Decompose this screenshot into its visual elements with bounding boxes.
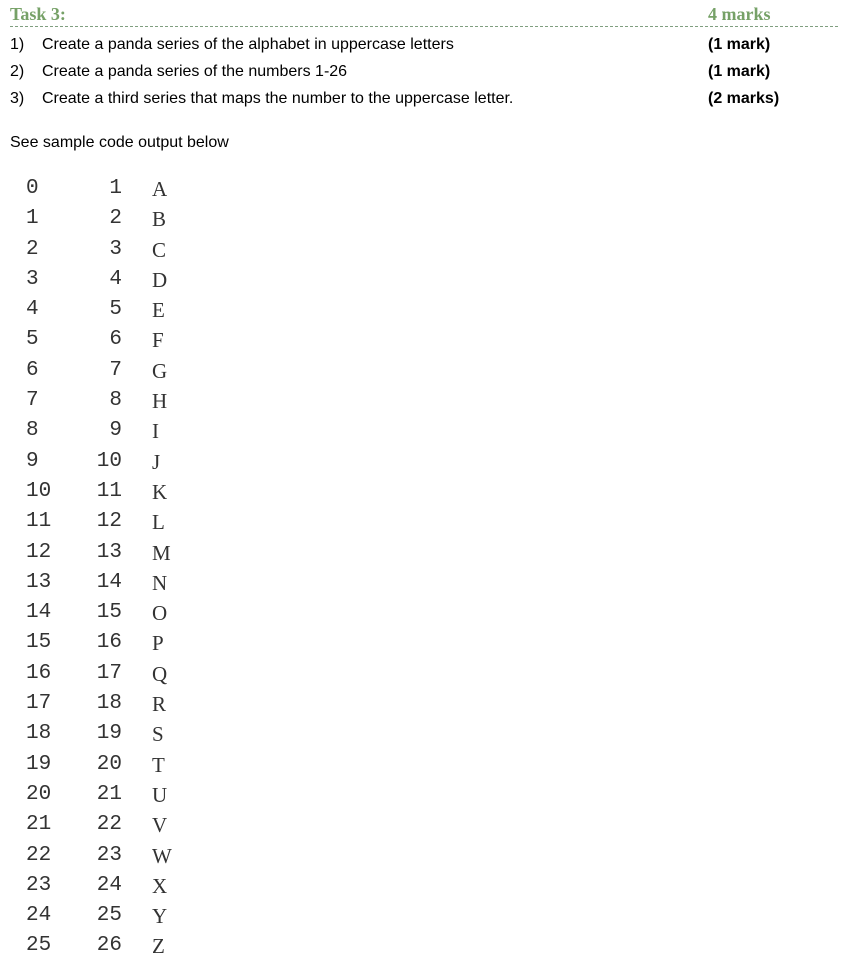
output-row bbox=[0, 356, 300, 386]
output-number: 2 bbox=[109, 207, 122, 231]
output-letter: I bbox=[152, 419, 159, 444]
output-row bbox=[0, 598, 300, 628]
output-number: 5 bbox=[109, 298, 122, 322]
output-number: 21 bbox=[96, 782, 122, 806]
output-letter: B bbox=[152, 207, 167, 232]
output-row bbox=[0, 628, 300, 658]
output-index: 9 bbox=[26, 449, 39, 473]
output-letter: M bbox=[152, 540, 171, 565]
output-number: 17 bbox=[96, 661, 122, 685]
output-row bbox=[0, 265, 300, 295]
output-number: 26 bbox=[96, 934, 122, 958]
output-index: 19 bbox=[26, 752, 52, 776]
output-index: 23 bbox=[26, 873, 52, 897]
output-number: 3 bbox=[109, 237, 122, 261]
output-number: 12 bbox=[96, 510, 122, 534]
requirement-marks: (1 mark) bbox=[708, 63, 771, 80]
output-row bbox=[0, 477, 300, 507]
output-letter: G bbox=[152, 358, 168, 383]
output-index: 18 bbox=[26, 722, 52, 746]
output-letter: T bbox=[152, 752, 165, 777]
output-row bbox=[0, 447, 300, 477]
output-index: 4 bbox=[26, 298, 39, 322]
output-number: 20 bbox=[96, 752, 122, 776]
output-number: 18 bbox=[96, 692, 122, 716]
output-index: 15 bbox=[26, 631, 52, 655]
output-row bbox=[0, 325, 300, 355]
output-number: 6 bbox=[109, 328, 122, 352]
output-number: 1 bbox=[109, 177, 122, 200]
output-number: 23 bbox=[96, 843, 122, 867]
output-row bbox=[0, 871, 300, 901]
output-letter: X bbox=[152, 873, 168, 898]
output-letter: H bbox=[152, 389, 168, 414]
output-number: 15 bbox=[96, 601, 122, 625]
output-row bbox=[0, 719, 300, 749]
output-number: 19 bbox=[96, 722, 122, 746]
output-letter: J bbox=[152, 449, 161, 474]
output-number: 10 bbox=[96, 449, 122, 473]
output-index: 1 bbox=[26, 207, 39, 231]
output-letter: C bbox=[152, 237, 167, 262]
output-row bbox=[0, 507, 300, 537]
output-index: 0 bbox=[26, 177, 39, 200]
output-number: 16 bbox=[96, 631, 122, 655]
requirement-text: Create a panda series of the alphabet in uppercase letters bbox=[42, 36, 454, 53]
requirement-text: Create a panda series of the numbers 1-26 bbox=[42, 63, 348, 80]
task-total-marks: 4 marks bbox=[708, 4, 771, 24]
output-letter: Z bbox=[152, 934, 165, 959]
output-index: 16 bbox=[26, 661, 52, 685]
output-row bbox=[0, 416, 300, 446]
output-row bbox=[0, 931, 300, 961]
output-index: 7 bbox=[26, 389, 39, 413]
task-title: Task 3: bbox=[10, 4, 66, 24]
output-index: 2 bbox=[26, 237, 39, 261]
output-letter: F bbox=[152, 328, 164, 353]
output-letter: A bbox=[152, 177, 168, 201]
output-letter: Q bbox=[152, 661, 168, 686]
output-row bbox=[0, 174, 300, 204]
requirement-number: 3) bbox=[10, 90, 25, 107]
output-index: 5 bbox=[26, 328, 39, 352]
output-letter: N bbox=[152, 570, 168, 595]
output-row bbox=[0, 689, 300, 719]
output-index: 13 bbox=[26, 570, 52, 594]
output-row bbox=[0, 568, 300, 598]
output-index: 11 bbox=[26, 510, 52, 534]
output-index: 25 bbox=[26, 934, 52, 958]
output-letter: P bbox=[152, 631, 164, 656]
output-letter: V bbox=[152, 813, 168, 838]
requirement-number: 1) bbox=[10, 36, 25, 53]
output-letter: D bbox=[152, 267, 168, 292]
task-header bbox=[10, 4, 838, 27]
sample-code-output bbox=[0, 174, 300, 962]
output-index: 10 bbox=[26, 479, 52, 503]
output-row bbox=[0, 204, 300, 234]
output-number: 8 bbox=[109, 389, 122, 413]
output-row bbox=[0, 901, 300, 931]
requirement-marks: (1 mark) bbox=[708, 36, 771, 53]
output-row bbox=[0, 780, 300, 810]
output-index: 20 bbox=[26, 782, 52, 806]
output-row bbox=[0, 235, 300, 265]
requirement-item bbox=[10, 59, 838, 86]
output-index: 24 bbox=[26, 904, 52, 928]
output-letter: W bbox=[152, 843, 172, 868]
output-row bbox=[0, 659, 300, 689]
output-letter: R bbox=[152, 692, 167, 717]
output-index: 3 bbox=[26, 267, 39, 291]
output-index: 6 bbox=[26, 358, 39, 382]
output-index: 17 bbox=[26, 692, 52, 716]
output-number: 14 bbox=[96, 570, 122, 594]
output-index: 14 bbox=[26, 601, 52, 625]
requirement-item bbox=[10, 32, 838, 59]
output-letter: O bbox=[152, 601, 168, 626]
output-row bbox=[0, 386, 300, 416]
requirement-item bbox=[10, 86, 838, 113]
sample-output-note: See sample code output below bbox=[10, 134, 229, 151]
output-number: 22 bbox=[96, 813, 122, 837]
output-index: 8 bbox=[26, 419, 39, 443]
requirement-marks: (2 marks) bbox=[708, 90, 780, 107]
requirement-text: Create a third series that maps the number to the uppercase letter. bbox=[42, 90, 514, 107]
requirement-number: 2) bbox=[10, 63, 25, 80]
output-row bbox=[0, 538, 300, 568]
output-number: 4 bbox=[109, 267, 122, 291]
output-index: 22 bbox=[26, 843, 52, 867]
output-letter: K bbox=[152, 479, 168, 504]
output-letter: Y bbox=[152, 904, 168, 929]
output-row bbox=[0, 295, 300, 325]
output-number: 13 bbox=[96, 540, 122, 564]
output-letter: L bbox=[152, 510, 165, 535]
requirements-list bbox=[10, 32, 838, 113]
output-number: 9 bbox=[109, 419, 122, 443]
output-letter: E bbox=[152, 298, 165, 323]
output-row bbox=[0, 841, 300, 871]
output-index: 21 bbox=[26, 813, 52, 837]
output-number: 25 bbox=[96, 904, 122, 928]
output-letter: S bbox=[152, 722, 164, 747]
output-index: 12 bbox=[26, 540, 52, 564]
output-letter: U bbox=[152, 782, 168, 807]
output-row bbox=[0, 750, 300, 780]
output-number: 24 bbox=[96, 873, 122, 897]
output-number: 7 bbox=[109, 358, 122, 382]
output-row bbox=[0, 810, 300, 840]
output-number: 11 bbox=[96, 479, 122, 503]
